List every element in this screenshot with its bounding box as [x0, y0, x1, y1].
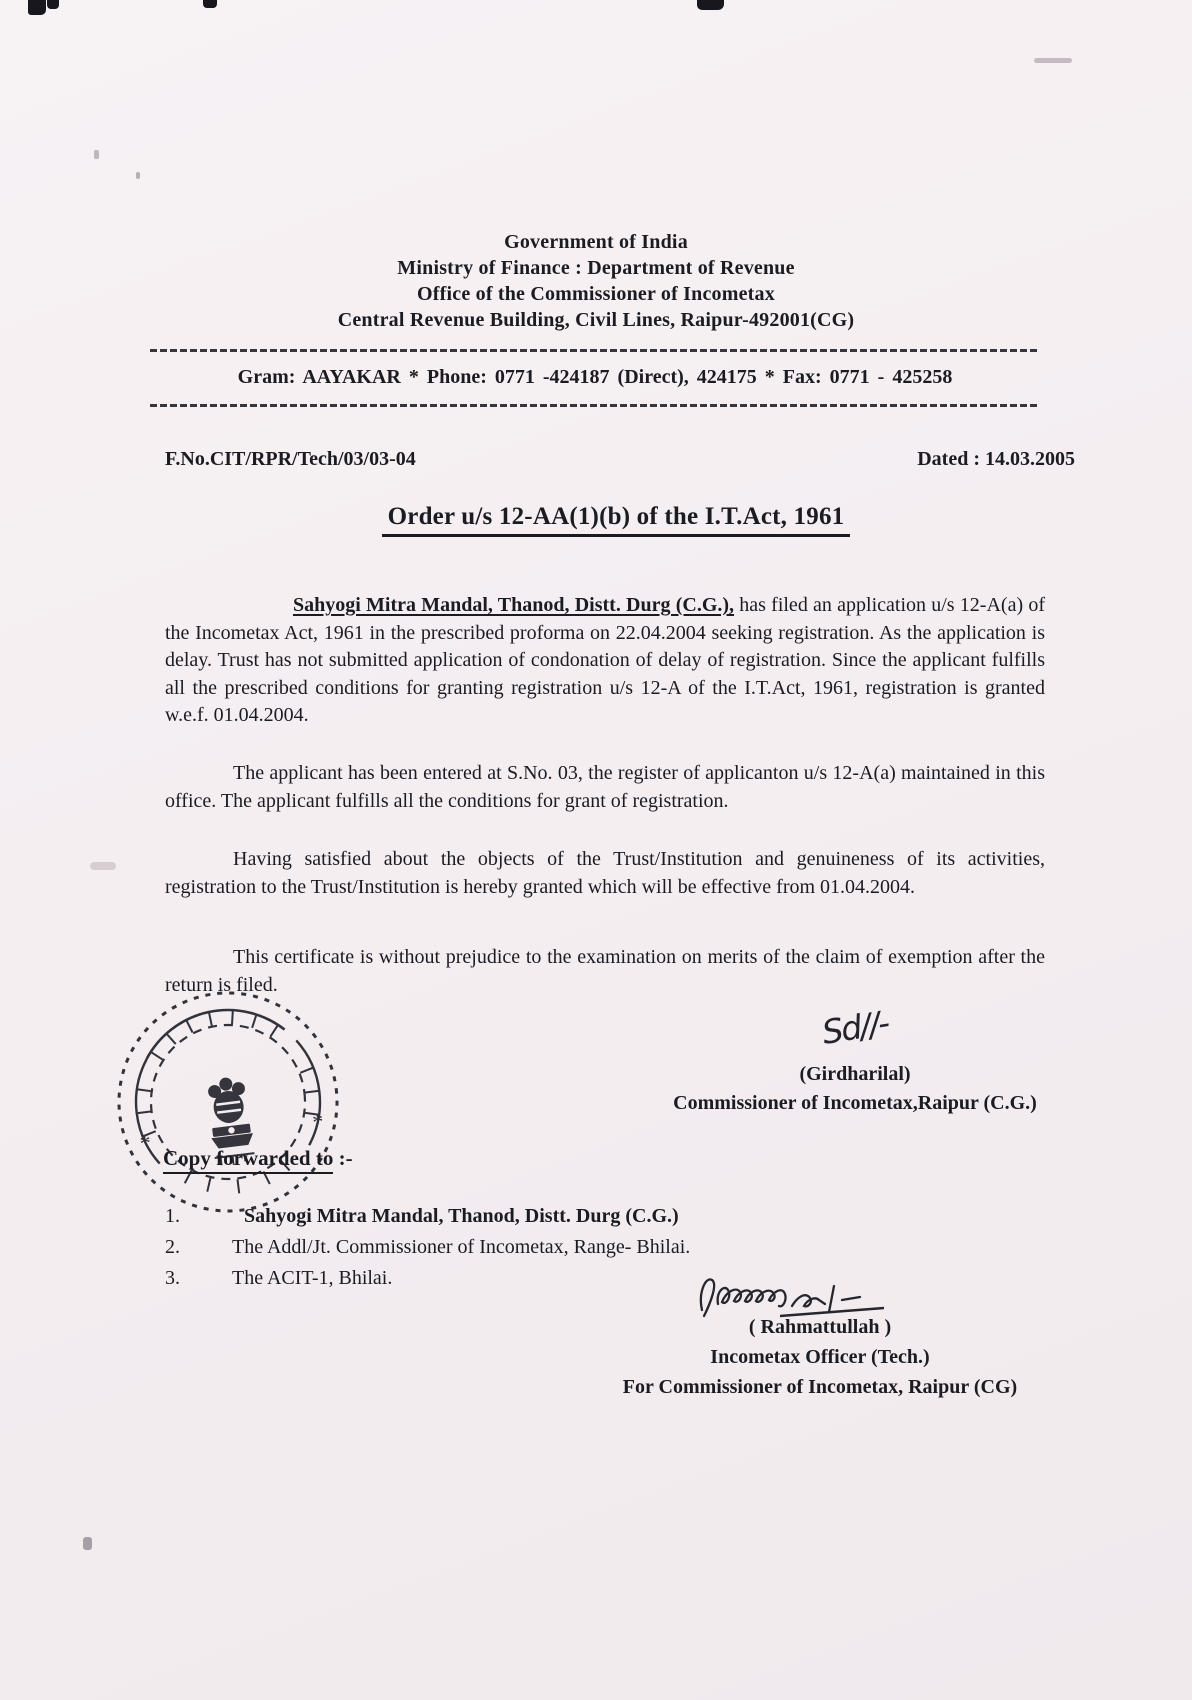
list-item-text: Sahyogi Mitra Mandal, Thanod, Distt. Durg (C.G.) [244, 1205, 679, 1227]
applicant-name: Sahyogi Mitra Mandal, Thanod, Distt. Durg (C.G.), [293, 594, 735, 616]
contact-line: Gram: AAYAKAR * Phone: 0771 -424187 (Direct), 424175 * Fax: 0771 - 425258 [237, 366, 953, 388]
paragraph-certificate: This certificate is without prejudice to the examination on merits of the claim of exemption after the return is filed. [165, 946, 1045, 996]
officer-for-line: For Commissioner of Incometax, Raipur (CG) [622, 1376, 1018, 1398]
letterhead-line-office: Office of the Commissioner of Incometax [417, 283, 775, 305]
scan-artifact [47, 0, 59, 9]
date-label: Dated : 14.03.2005 [917, 448, 1075, 470]
dashed-divider [150, 404, 1040, 407]
list-item [165, 1263, 925, 1294]
scan-artifact [203, 0, 217, 8]
list-item-number: 1. [165, 1205, 180, 1227]
copy-forwarded-suffix: :- [333, 1146, 353, 1170]
paragraph-1-text: has filed an application u/s 12-A(a) of the Incometax Act, 1961 in the prescribed proforma on 22.04.2004 seeking registration. As the application is delay. Trust has not submitted application of condonation of delay of registration. Since the applicant fulfills all the prescribed conditions for granting registration u/s 12-A of the I.T.Act, 1961, registration is granted w.e.f. 01.04.2004. [165, 594, 1045, 726]
copy-forwarded-list [165, 1201, 925, 1294]
dashed-divider [150, 349, 1040, 352]
scan-artifact [697, 0, 724, 10]
order-title: Order u/s 12-AA(1)(b) of the I.T.Act, 1961 [382, 503, 851, 537]
scan-artifact [83, 1537, 92, 1550]
commissioner-designation: Commissioner of Incometax,Raipur (C.G.) [673, 1092, 1037, 1114]
sd-signature: Sd//- [819, 1003, 891, 1052]
paragraph-grant: Having satisfied about the objects of the Trust/Institution and genuineness of its activities, registration to the Trust/Institution is hereby granted which will be effective from 01.04.2004. [165, 848, 1045, 898]
scan-artifact [1034, 58, 1072, 63]
official-round-stamp [99, 973, 358, 1232]
officer-name: ( Rahmattullah ) [748, 1316, 892, 1338]
commissioner-signature-block [620, 1060, 1090, 1118]
letterhead-line-address: Central Revenue Building, Civil Lines, Raipur-492001(CG) [337, 309, 855, 331]
list-item [165, 1232, 925, 1263]
commissioner-name: (Girdharilal) [799, 1063, 911, 1085]
scan-artifact [28, 0, 46, 15]
ashoka-seal-icon [99, 973, 358, 1232]
order-title-wrap [40, 503, 1192, 537]
scan-artifact [90, 862, 116, 870]
list-item-text: The Addl/Jt. Commissioner of Incometax, Range- Bhilai. [232, 1236, 691, 1258]
reference-row [165, 448, 1075, 471]
letterhead-line-ministry: Ministry of Finance : Department of Revenue [397, 257, 795, 279]
letterhead [0, 229, 1192, 333]
stamp-star-right: * [311, 1108, 326, 1135]
paragraph-registration [165, 592, 1045, 730]
list-item-number: 3. [165, 1267, 180, 1289]
letterhead-line-govt: Government of India [504, 231, 688, 253]
scan-artifact [136, 172, 140, 179]
scan-artifact [94, 150, 99, 159]
stamp-star-left: * [138, 1129, 153, 1156]
file-number: F.No.CIT/RPR/Tech/03/03-04 [165, 448, 416, 470]
list-item [165, 1201, 925, 1232]
paragraph-register-entry: The applicant has been entered at S.No. 03, the register of applicanton u/s 12-A(a) maintained in this office. The applicant fulfills all the conditions for grant of registration. [165, 762, 1045, 812]
copy-forwarded-heading [163, 1146, 353, 1171]
copy-forwarded-label: Copy forwarded to [163, 1146, 333, 1174]
list-item-number: 2. [165, 1236, 180, 1258]
list-item-text: The ACIT-1, Bhilai. [232, 1267, 393, 1289]
officer-designation: Incometax Officer (Tech.) [710, 1346, 930, 1368]
